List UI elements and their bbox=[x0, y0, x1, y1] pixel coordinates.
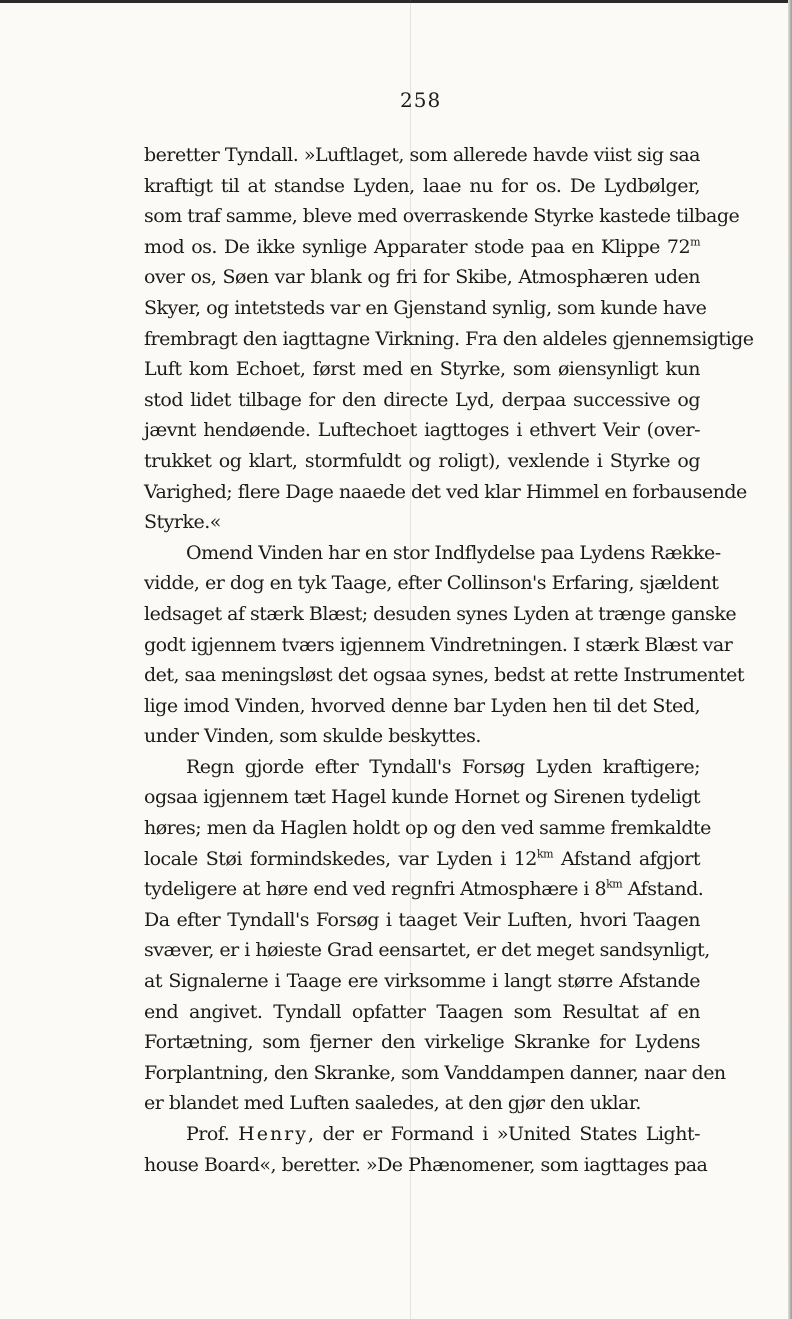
text-line: over os, Søen var blank og fri for Skibe, Atmosphæren uden bbox=[144, 266, 700, 289]
text-line: Prof. Henry, der er Formand i »United States Light- bbox=[186, 1123, 700, 1145]
text-line: Styrke.« bbox=[144, 511, 221, 534]
text-line: vidde, er dog en tyk Taage, efter Collinson's Erfaring, sjældent bbox=[144, 572, 719, 595]
text-line: ledsaget af stærk Blæst; desuden synes Lyden at trænge ganske bbox=[144, 602, 737, 625]
text-line: Luft kom Echoet, først med en Styrke, som øiensynligt kun bbox=[144, 358, 700, 381]
text-line: under Vinden, som skulde beskyttes. bbox=[144, 725, 481, 748]
text-line: frembragt den iagttagne Virkning. Fra den aldeles gjennemsigtige bbox=[144, 327, 754, 350]
text-line: Varighed; flere Dage naaede det ved klar Himmel en forbausende bbox=[144, 480, 747, 503]
text-line: lige imod Vinden, hvorved denne bar Lyden hen til det Sted, bbox=[144, 694, 700, 717]
text-line: house Board«, beretter. »De Phænomener, som iagttages paa bbox=[144, 1153, 708, 1176]
text-line: ogsaa igjennem tæt Hagel kunde Hornet og Sirenen tydeligt bbox=[144, 786, 700, 809]
text-line: end angivet. Tyndall opfatter Taagen som Resultat af en bbox=[144, 1000, 700, 1023]
text-line: Fortætning, som fjerner den virkelige Skranke for Lydens bbox=[144, 1031, 700, 1054]
page-top-edge bbox=[0, 0, 792, 3]
text-line: som traf samme, bleve med overraskende Styrke kastede tilbage bbox=[144, 205, 740, 228]
text-line: Regn gjorde efter Tyndall's Forsøg Lyden kraftigere; bbox=[186, 755, 700, 778]
page-number: 258 bbox=[400, 88, 442, 112]
page-right-edge bbox=[788, 0, 792, 1319]
text-line: stod lidet tilbage for den directe Lyd, derpaa successive og bbox=[144, 388, 700, 411]
text-line: mod os. De ikke synlige Apparater stode paa en Klippe 72$^m$ bbox=[144, 235, 700, 258]
text-line: det, saa meningsløst det ogsaa synes, bedst at rette Instrumentet bbox=[144, 664, 744, 687]
text-line: Da efter Tyndall's Forsøg i taaget Veir Luften, hvori Taagen bbox=[144, 908, 700, 931]
text-line: at Signalerne i Taage ere virksomme i langt større Afstande bbox=[144, 970, 700, 993]
text-line: Omend Vinden har en stor Indflydelse paa Lydens Række- bbox=[186, 541, 721, 564]
text-line: Forplantning, den Skranke, som Vanddampen danner, naar den bbox=[144, 1061, 726, 1084]
text-line: er blandet med Luften saaledes, at den gjør den uklar. bbox=[144, 1092, 641, 1115]
body-text bbox=[144, 140, 754, 1180]
text-line: Skyer, og intetsteds var en Gjenstand synlig, som kunde have bbox=[144, 296, 707, 319]
text-line: locale Støi formindskedes, var Lyden i $12^{km}$ Afstand afgjort bbox=[144, 847, 700, 870]
text-line: svæver, er i høieste Grad eensartet, er det meget sandsynligt, bbox=[144, 939, 710, 962]
text-line: trukket og klart, stormfuldt og roligt), vexlende i Styrke og bbox=[144, 449, 700, 472]
text-line: godt igjennem tværs igjennem Vindretningen. I stærk Blæst var bbox=[144, 633, 733, 656]
text-line: høres; men da Haglen holdt op og den ved samme fremkaldte bbox=[144, 817, 711, 840]
text-line: tydeligere at høre end ved regnfri Atmosphære i $8^{km}$ Afstand. bbox=[144, 877, 704, 901]
text-line: beretter Tyndall. »Luftlaget, som allerede havde viist sig saa bbox=[144, 144, 700, 166]
text-line: kraftigt til at standse Lyden, laae nu for os. De Lydbølger, bbox=[144, 174, 700, 197]
text-line: jævnt hendøende. Luftechoet iagttoges i ethvert Veir (over- bbox=[144, 419, 700, 442]
